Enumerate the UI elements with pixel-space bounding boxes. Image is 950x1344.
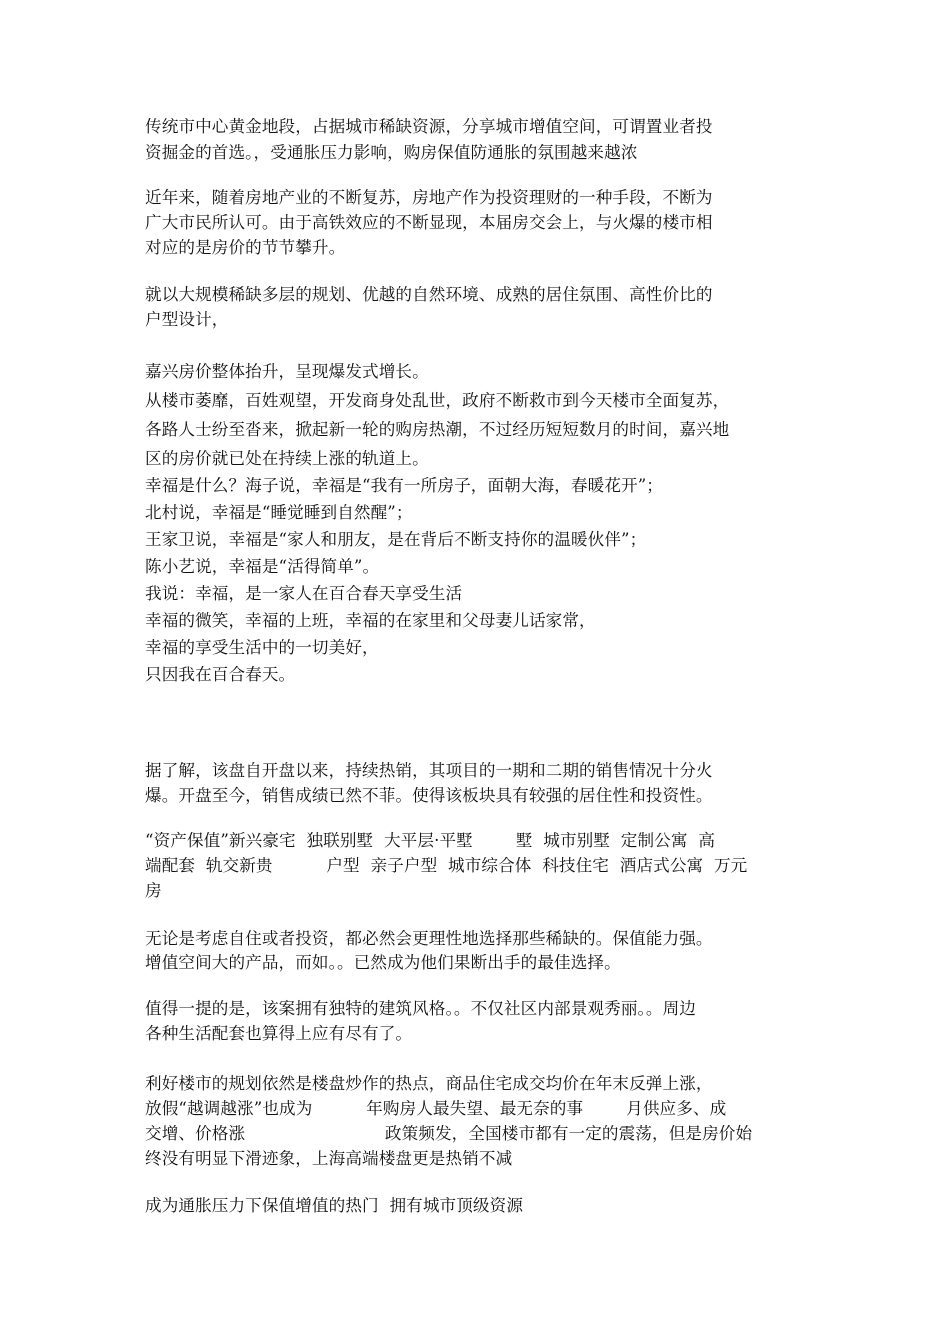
paragraph-2-line-2: 广大市民所认可。由于高铁效应的不断显现，本届房交会上，与火爆的楼市相 (145, 213, 713, 232)
paragraph-9-line-2: 放假“越调越涨”也成为 年购房人最失望、最无奈的事 月供应多、成 (145, 1099, 727, 1118)
paragraph-4-line-10: 幸福的微笑，幸福的上班，幸福的在家里和父母妻儿话家常， (145, 611, 596, 630)
paragraph-7-line-2: 增值空间大的产品，而如。。已然成为他们果断出手的最佳选择。 (145, 953, 621, 972)
paragraph-4-line-2: 从楼市萎靡，百姓观望，开发商身处乱世，政府不断救市到今天楼市全面复苏， (145, 391, 730, 410)
paragraph-9-line-1: 利好楼市的规划依然是楼盘炒作的热点，商品住宅成交均价在年末反弹上涨， (145, 1074, 713, 1093)
paragraph-8-line-1: 值得一提的是，该案拥有独特的建筑风格。。不仅社区内部景观秀丽。。周边 (145, 999, 696, 1018)
paragraph-4-line-1: 嘉兴房价整体抬升，呈现爆发式增长。 (145, 362, 429, 381)
paragraph-4-line-9: 我说：幸福，是一家人在百合春天享受生活 (145, 584, 463, 603)
paragraph-2-line-3: 对应的是房价的节节攀升。 (145, 238, 346, 257)
paragraph-9-line-4: 终没有明显下滑迹象，上海高端楼盘更是热销不减 (145, 1149, 513, 1168)
paragraph-5-line-2: 爆。开盘至今，销售成绩已然不菲。使得该板块具有较强的居住性和投资性。 (145, 786, 713, 805)
paragraph-4-line-12: 只因我在百合春天。 (145, 665, 296, 684)
paragraph-4-line-11: 幸福的享受生活中的一切美好， (145, 638, 379, 657)
paragraph-4-line-7: 王家卫说，幸福是“家人和朋友，是在背后不断支持你的温暖伙伴”； (145, 530, 647, 549)
paragraph-7-line-1: 无论是考虑自住或者投资，都必然会更理性地选择那些稀缺的。保值能力强。 (145, 929, 713, 948)
paragraph-5-line-1: 据了解，该盘自开盘以来，持续热销，其项目的一期和二期的销售情况十分火 (145, 761, 713, 780)
paragraph-4-line-8: 陈小艺说，幸福是“活得简单”。 (145, 557, 380, 576)
paragraph-1-line-1: 传统市中心黄金地段，占据城市稀缺资源，分享城市增值空间，可谓置业者投 (145, 117, 713, 136)
paragraph-4-line-5: 幸福是什么？海子说，幸福是“我有一所房子，面朝大海，春暖花开”； (145, 476, 663, 495)
paragraph-4-line-6: 北村说，幸福是“睡觉睡到自然醒”； (145, 503, 413, 522)
paragraph-3-line-2: 户型设计， (145, 310, 229, 329)
paragraph-1-line-2: 资掘金的首选。，受通胀压力影响，购房保值防通胀的氛围越来越浓 (145, 143, 638, 162)
paragraph-4-line-3: 各路人士纷至沓来，掀起新一轮的购房热潮，不过经历短短数月的时间，嘉兴地 (145, 420, 730, 439)
paragraph-3-line-1: 就以大规模稀缺多层的规划、优越的自然环境、成熟的居住氛围、高性价比的 (145, 285, 713, 304)
paragraph-6-line-2: 端配套 轨交新贵 户型 亲子户型 城市综合体 科技住宅 酒店式公寓 万元 (145, 856, 748, 875)
paragraph-10-line-1: 成为通胀压力下保值增值的热门 拥有城市顶级资源 (145, 1196, 524, 1215)
paragraph-2-line-1: 近年来，随着房地产业的不断复苏，房地产作为投资理财的一种手段，不断为 (145, 188, 713, 207)
paragraph-4-line-4: 区的房价就已处在持续上涨的轨道上。 (145, 449, 429, 468)
paragraph-8-line-2: 各种生活配套也算得上应有尽有了。 (145, 1024, 413, 1043)
paragraph-9-line-3: 交增、价格涨 政策频发，全国楼市都有一定的震荡，但是房价始 (145, 1124, 753, 1143)
paragraph-6-line-3: 房 (145, 881, 162, 900)
paragraph-6-line-1: “资产保值”新兴豪宅 独联别墅 大平层·平墅 墅 城市别墅 定制公寓 高 (145, 831, 716, 850)
